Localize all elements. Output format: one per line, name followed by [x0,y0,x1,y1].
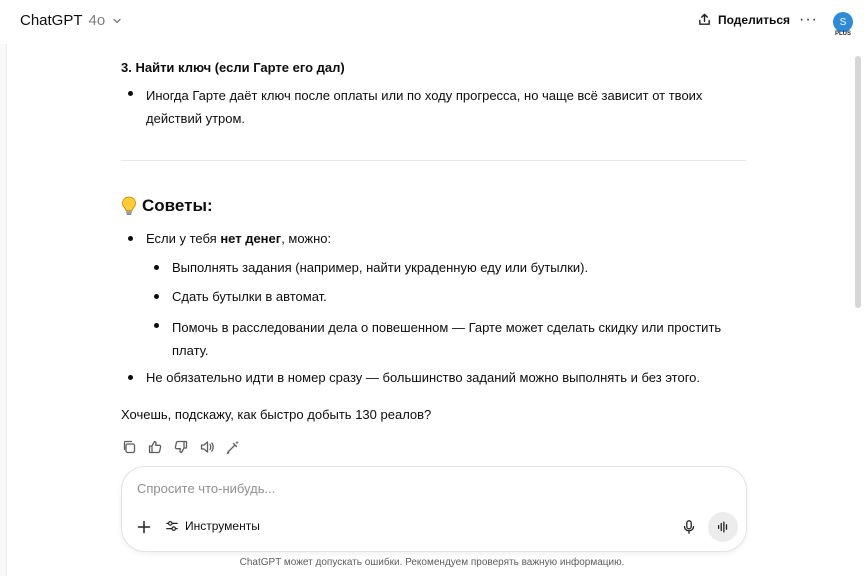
step-bullet-text: Иногда Гарте даёт ключ после оплаты или по ходу прогресса, но чаще всё зависит от твоих действий утром. [146,88,703,126]
tip-1-bold: нет денег [220,231,282,246]
microphone-icon[interactable] [681,519,697,535]
sliders-icon [165,519,179,533]
tip-1-prefix: Если у тебя [146,231,221,246]
copy-icon[interactable] [121,439,137,455]
lightbulb-icon [121,196,137,216]
bullet-dot [147,287,172,307]
thumbs-down-icon[interactable] [173,439,189,455]
tips-heading-text: Советы: [142,196,213,215]
share-icon [697,12,712,27]
message-actions [121,439,241,455]
more-options-button[interactable]: ··· [799,11,818,28]
list-item [147,258,737,278]
bullet-dot [121,84,146,130]
model-switcher[interactable] [20,12,123,29]
avatar[interactable]: S [833,12,853,32]
tip-1-suffix: , можно: [281,231,332,246]
voice-mode-button[interactable] [708,512,738,542]
tip-2-text: Не обязательно идти в номер сразу — большинство заданий можно выполнять и без этого. [146,370,700,385]
share-label: Поделиться [718,12,791,27]
plus-icon[interactable] [136,519,152,535]
waveform-icon [716,520,730,534]
model-name: ChatGPT [20,12,83,29]
tools-label: Инструменты [185,519,260,533]
composer [121,466,747,552]
sub-item-text: Выполнять задания (например, найти украденную еду или бутылки). [172,260,589,275]
tip-1-text [146,229,331,249]
list-item [121,368,741,388]
list-item [121,229,331,249]
plan-badge: PLUS [835,31,852,37]
prompt-input[interactable] [137,481,727,496]
tools-button[interactable] [165,519,260,533]
sidebar-edge [0,0,7,576]
section-divider [121,160,746,161]
bullet-dot [147,316,172,362]
bullet-dot [121,229,146,249]
disclaimer: ChatGPT может допускать ошибки. Рекомендуем проверять важную информацию. [239,557,625,568]
bullet-dot [121,368,146,388]
scrollbar[interactable] [855,56,861,308]
thumbs-up-icon[interactable] [147,439,163,455]
tips-heading [121,196,213,216]
edit-sparkle-icon[interactable] [225,439,241,455]
step-heading: 3. Найти ключ (если Гарте его дал) [121,60,345,75]
top-bar [0,0,864,44]
list-item [147,287,737,307]
list-item [147,316,737,362]
share-button[interactable] [697,12,790,27]
bullet-dot [147,258,172,278]
list-item [121,84,721,130]
sub-item-text: Помочь в расследовании дела о повешенном — Гарте может сделать скидку или простить плату. [172,320,722,358]
read-aloud-icon[interactable] [199,439,215,455]
chevron-down-icon [111,15,123,27]
closing-question: Хочешь, подскажу, как быстро добыть 130 реалов? [121,407,432,422]
model-version: 4o [88,12,106,29]
sub-item-text: Сдать бутылки в автомат. [172,289,327,304]
